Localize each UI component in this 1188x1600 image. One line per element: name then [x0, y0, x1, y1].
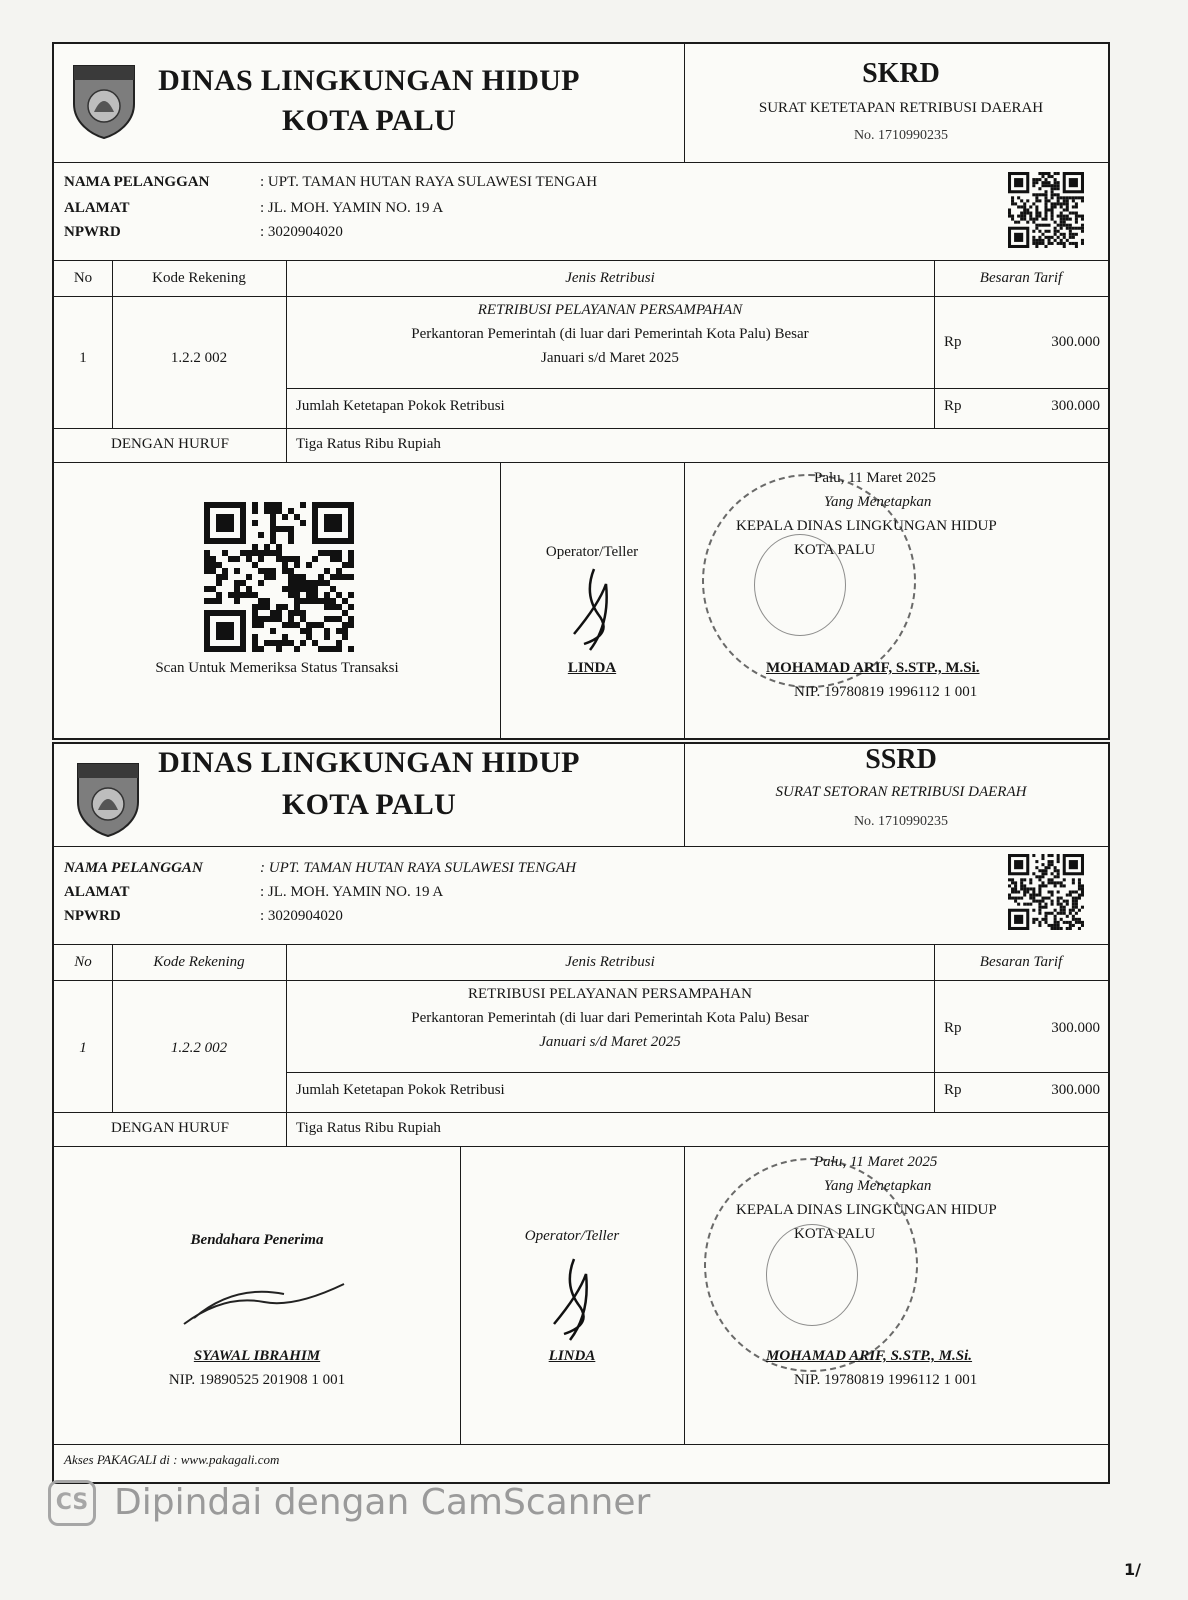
operator-label: Operator/Teller — [524, 1228, 620, 1244]
document-code: SSRD — [865, 744, 937, 775]
address-label: ALAMAT — [64, 200, 130, 216]
total-currency: Rp — [944, 1082, 962, 1098]
treasurer-nip: NIP. 19890525 201908 1 001 — [168, 1372, 346, 1388]
col-header-no: No — [74, 954, 92, 970]
npwrd-label: NPWRD — [64, 224, 121, 240]
sign-place-date: Palu, 11 Maret 2025 — [814, 470, 936, 486]
camscanner-text: Dipindai dengan CamScanner — [114, 1482, 651, 1523]
document-number: No. 1710990235 — [853, 128, 949, 143]
document-title: SURAT KETETAPAN RETRIBUSI DAERAH — [758, 100, 1044, 116]
row-number: 1 — [79, 350, 87, 366]
agency-name: DINAS LINGKUNGAN HIDUP — [158, 64, 580, 97]
amount-in-words-value: Tiga Ratus Ribu Rupiah — [296, 1120, 441, 1136]
customer-name-label: NAMA PELANGGAN — [64, 174, 210, 190]
row-levy-period: Januari s/d Maret 2025 — [539, 1034, 681, 1050]
transaction-qr-code — [204, 502, 354, 652]
row-currency: Rp — [944, 334, 962, 350]
customer-name-label: NAMA PELANGGAN — [64, 860, 203, 876]
ssrd-document — [52, 742, 1110, 1484]
operator-label: Operator/Teller — [545, 544, 639, 560]
operator-signature — [554, 564, 634, 654]
treasurer-name: SYAWAL IBRAHIM — [193, 1348, 321, 1364]
camscanner-watermark — [48, 1478, 748, 1528]
npwrd-value: : 3020904020 — [260, 224, 343, 240]
address-value: : JL. MOH. YAMIN NO. 19 A — [260, 884, 444, 900]
signer-name: MOHAMAD ARIF, S.STP., M.Si. — [766, 1348, 973, 1364]
sign-city: KOTA PALU — [794, 1226, 876, 1242]
total-amount: 300.000 — [1051, 1082, 1100, 1098]
row-levy-title: RETRIBUSI PELAYANAN PERSAMPAHAN — [477, 302, 743, 318]
address-label: ALAMAT — [64, 884, 130, 900]
total-label: Jumlah Ketetapan Pokok Retribusi — [296, 1082, 505, 1098]
skrd-document — [52, 42, 1110, 740]
sign-office: KEPALA DINAS LINGKUNGAN HIDUP — [736, 518, 997, 534]
document-number: No. 1710990235 — [853, 814, 949, 829]
agency-name: DINAS LINGKUNGAN HIDUP — [158, 746, 580, 779]
camscanner-logo-icon: CS — [48, 1480, 96, 1526]
sign-city: KOTA PALU — [794, 542, 876, 558]
col-header-tariff: Besaran Tarif — [979, 270, 1063, 286]
signer-name: MOHAMAD ARIF, S.STP., M.Si. — [766, 660, 980, 676]
col-header-levy-type: Jenis Retribusi — [565, 270, 655, 286]
amount-in-words-label: DENGAN HURUF — [111, 436, 229, 452]
col-header-tariff: Besaran Tarif — [979, 954, 1063, 970]
qr-code-small — [1008, 854, 1084, 930]
sign-office: KEPALA DINAS LINGKUNGAN HIDUP — [736, 1202, 997, 1218]
operator-signature — [534, 1254, 614, 1344]
document-code: SKRD — [862, 58, 940, 89]
amount-in-words-label: DENGAN HURUF — [111, 1120, 229, 1136]
sign-role: Yang Menetapkan — [824, 494, 932, 510]
total-currency: Rp — [944, 398, 962, 414]
qr-code-small — [1008, 172, 1084, 248]
row-levy-description: Perkantoran Pemerintah (di luar dari Pemerintah Kota Palu) Besar — [411, 1010, 809, 1026]
signer-nip: NIP. 19780819 1996112 1 001 — [794, 684, 978, 700]
col-header-account-code: Kode Rekening — [153, 954, 245, 970]
signer-nip: NIP. 19780819 1996112 1 001 — [794, 1372, 978, 1388]
operator-name: LINDA — [548, 1348, 596, 1364]
row-levy-description: Perkantoran Pemerintah (di luar dari Pemerintah Kota Palu) Besar — [411, 326, 809, 342]
agency-city: KOTA PALU — [281, 788, 457, 821]
row-account-code: 1.2.2 002 — [170, 1040, 228, 1056]
row-number: 1 — [79, 1040, 87, 1056]
footer-note: Akses PAKAGALI di : www.pakagali.com — [64, 1452, 280, 1467]
treasurer-signature — [174, 1264, 354, 1334]
row-amount: 300.000 — [1051, 334, 1100, 350]
col-header-account-code: Kode Rekening — [152, 270, 246, 286]
page-number: 1/ — [1124, 1560, 1141, 1579]
row-levy-title: RETRIBUSI PELAYANAN PERSAMPAHAN — [468, 986, 752, 1002]
customer-name-value: : UPT. TAMAN HUTAN RAYA SULAWESI TENGAH — [260, 174, 598, 190]
document-title: SURAT SETORAN RETRIBUSI DAERAH — [775, 784, 1027, 800]
row-currency: Rp — [944, 1020, 962, 1036]
row-account-code: 1.2.2 002 — [170, 350, 228, 366]
sign-role: Yang Menetapkan — [824, 1178, 932, 1194]
total-label: Jumlah Ketetapan Pokok Retribusi — [296, 398, 505, 414]
total-amount: 300.000 — [1051, 398, 1100, 414]
sign-place-date: Palu, 11 Maret 2025 — [814, 1154, 938, 1170]
col-header-levy-type: Jenis Retribusi — [565, 954, 655, 970]
scan-caption: Scan Untuk Memeriksa Status Transaksi — [155, 660, 399, 676]
treasurer-label: Bendahara Penerima — [190, 1232, 324, 1248]
col-header-no: No — [73, 270, 93, 286]
amount-in-words-value: Tiga Ratus Ribu Rupiah — [296, 436, 441, 452]
customer-name-value: : UPT. TAMAN HUTAN RAYA SULAWESI TENGAH — [260, 860, 577, 876]
npwrd-value: : 3020904020 — [260, 908, 343, 924]
npwrd-label: NPWRD — [64, 908, 121, 924]
agency-city: KOTA PALU — [281, 104, 457, 137]
address-value: : JL. MOH. YAMIN NO. 19 A — [260, 200, 444, 216]
operator-name: LINDA — [567, 660, 617, 676]
row-amount: 300.000 — [1051, 1020, 1100, 1036]
row-levy-period: Januari s/d Maret 2025 — [541, 350, 679, 366]
